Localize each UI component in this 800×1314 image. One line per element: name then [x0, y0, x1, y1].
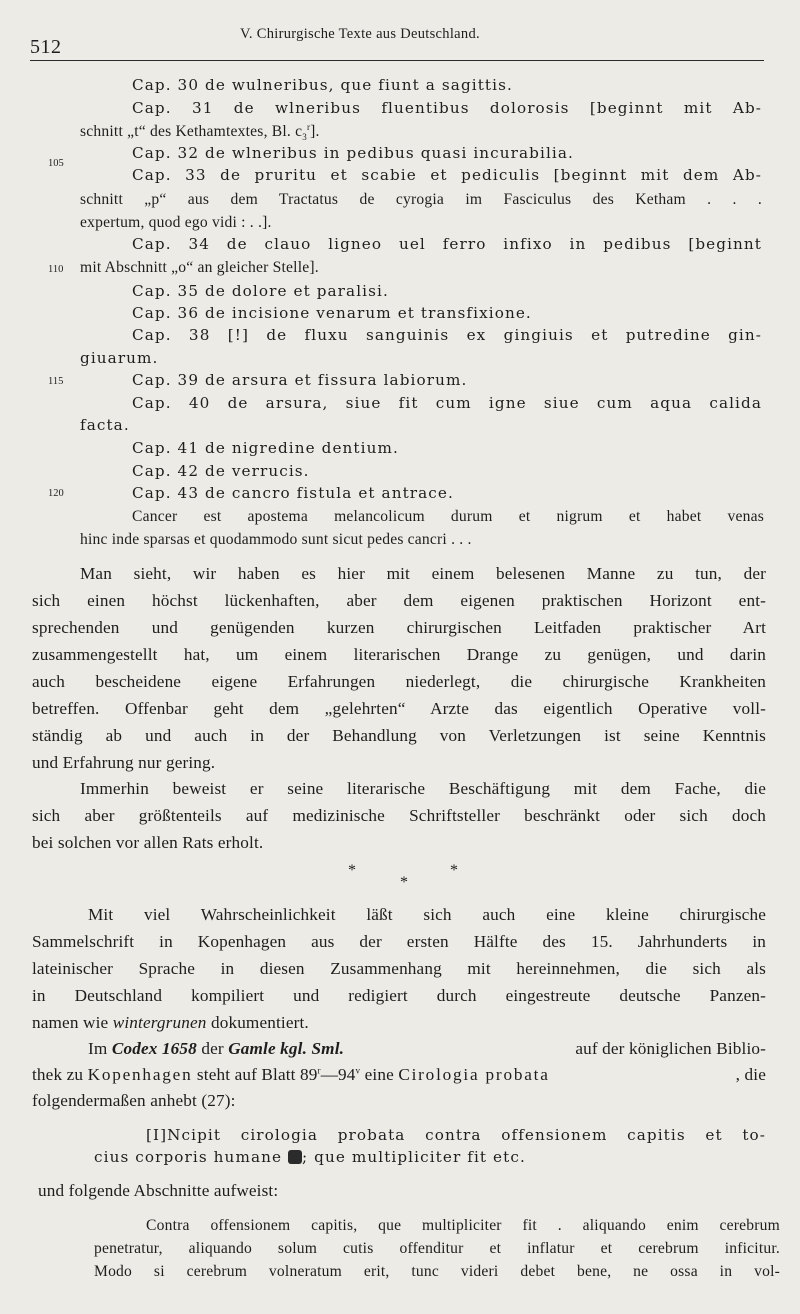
chapter-line: Cap. 38 [!] de fluxu sanguinis ex gingiuis et putredine gin-: [132, 326, 762, 344]
paragraph-line: zusammengestellt hat, um einem literarischen Drange zu genügen, und darin: [32, 645, 766, 664]
page-number: 512: [30, 36, 62, 58]
paragraph-line: Sammelschrift in Kopenhagen aus der ersten Hälfte des 15. Jahrhunderts in: [32, 932, 766, 951]
section-separator: [340, 862, 470, 892]
work-title: Cirologia probata: [398, 1065, 550, 1084]
chapter-continuation: schnitt „t“ des Kethamtextes, Bl. $c_3^r$].: [80, 121, 320, 143]
city-name: Kopenhagen: [87, 1065, 193, 1084]
chapter-line: Cap. 31 de wlneribus fluentibus dolorosis [beginnt mit Ab-: [132, 99, 762, 117]
chapter-line: Cap. 43 de cancro fistula et antrace.: [132, 484, 454, 502]
chapter-continuation: schnitt „p“ aus dem Tractatus de cyrogia im Fasciculus des Ketham . . .: [80, 191, 762, 208]
chapter-line: Cap. 39 de arsura et fissura labiorum.: [132, 371, 468, 389]
final-quote-line: Contra offensionem capitis, que multipliciter fit . aliquando enim cerebrum: [146, 1217, 780, 1234]
paragraph-line: lateinischer Sprache in diesen Zusammenhang mit hereinnehmen, die sich als: [32, 959, 766, 978]
final-quote-line: penetratur, aliquando solum cutis offenditur et inflatur et cerebrum inficitur.: [94, 1240, 780, 1257]
chapter-line: Cap. 32 de wlneribus in pedibus quasi incurabilia.: [132, 144, 574, 162]
chapter-line: Cap. 42 de verrucis.: [132, 462, 310, 480]
cancer-quote-line: hinc inde sparsas et quodammodo sunt sicut pedes cancri . . .: [80, 531, 472, 548]
asterisk: *: [400, 874, 408, 891]
cancer-quote-line: Cancer est apostema melancolicum durum et nigrum et habet venas: [132, 508, 764, 525]
incipit-line: [I]Ncipit cirologia probata contra offensionem capitis et to-: [146, 1126, 766, 1144]
ink-blot-icon: [288, 1150, 302, 1164]
asterisk: *: [348, 862, 356, 879]
paragraph-line: Man sieht, wir haben es hier mit einem belesenen Manne zu tun, der: [80, 564, 766, 583]
line-number: 110: [48, 264, 64, 275]
final-quote-line: Modo si cerebrum volneratum erit, tunc videri debet bene, ne ossa in vol-: [94, 1263, 780, 1280]
codex-title: Codex 1658: [111, 1039, 197, 1058]
chapter-line: Cap. 36 de incisione venarum et transfixione.: [132, 304, 532, 322]
chapter-continuation: expertum, quod ego vidi : . .].: [80, 214, 272, 231]
collection-title: Gamle kgl. Sml.: [228, 1039, 345, 1058]
paragraph-line: ständig ab und auch in der Behandlung von Verletzungen ist seine Kenntnis: [32, 726, 766, 745]
paragraph-line: sprechenden und genügenden kurzen chirurgischen Leitfaden praktischer Art: [32, 618, 766, 637]
paragraph-line: thek zu Kopenhagen steht auf Blatt 89$^r$—94$^v$ eine Cirologia probata , die: [32, 1065, 766, 1084]
incipit-line: cius corporis humane ; que multipliciter fit etc.: [94, 1148, 526, 1166]
chapter-continuation: mit Abschnitt „o“ an gleicher Stelle].: [80, 259, 319, 276]
paragraph-line: auch bescheidene eigene Erfahrungen niederlegt, die chirurgische Krankheiten: [32, 672, 766, 691]
paragraph-line: namen wie wintergrunen dokumentiert.: [32, 1013, 309, 1032]
line-number: 105: [48, 158, 64, 169]
chapter-line: Cap. 41 de nigredine dentium.: [132, 439, 399, 457]
paragraph-line: sich aber größtenteils auf medizinische Schriftsteller beschränkt oder sich doch: [32, 806, 766, 825]
chapter-continuation: giuarum.: [80, 349, 159, 367]
paragraph-line: folgendermaßen anhebt (27):: [32, 1091, 236, 1110]
chapter-continuation: facta.: [80, 416, 130, 434]
paragraph-line: und Erfahrung nur gering.: [32, 753, 216, 772]
paragraph-line: und folgende Abschnitte aufweist:: [38, 1181, 279, 1200]
chapter-line: Cap. 33 de pruritu et scabie et pediculis [beginnt mit dem Ab-: [132, 166, 762, 184]
paragraph-line: betreffen. Offenbar geht dem „gelehrten“ Arzte das eigentlich Operative voll-: [32, 699, 766, 718]
chapter-line: Cap. 34 de clauo ligneo uel ferro infixo in pedibus [beginnt: [132, 235, 762, 253]
asterisk: *: [450, 862, 458, 879]
paragraph-line: Mit viel Wahrscheinlichkeit läßt sich auch eine kleine chirurgische: [88, 905, 766, 924]
paragraph-line: Im Codex 1658 der Gamle kgl. Sml. auf der königlichen Biblio-: [88, 1039, 766, 1058]
paragraph-line: sich einen höchst lückenhaften, aber dem eigenen praktischen Horizont ent-: [32, 591, 766, 610]
paragraph-line: Immerhin beweist er seine literarische Beschäftigung mit dem Fache, die: [80, 779, 766, 798]
plant-name: wintergrunen: [112, 1013, 207, 1032]
chapter-line: Cap. 35 de dolore et paralisi.: [132, 282, 389, 300]
chapter-line: Cap. 40 de arsura, siue fit cum igne siue cum aqua calida: [132, 394, 762, 412]
running-head: V. Chirurgische Texte aus Deutschland.: [240, 26, 480, 42]
chapter-line: Cap. 30 de wulneribus, que fiunt a sagittis.: [132, 76, 513, 94]
header-rule: [30, 60, 764, 61]
paragraph-line: in Deutschland kompiliert und redigiert durch eingestreute deutsche Panzen-: [32, 986, 766, 1005]
line-number: 120: [48, 488, 64, 499]
paragraph-line: bei solchen vor allen Rats erholt.: [32, 833, 264, 852]
line-number: 115: [48, 376, 64, 387]
